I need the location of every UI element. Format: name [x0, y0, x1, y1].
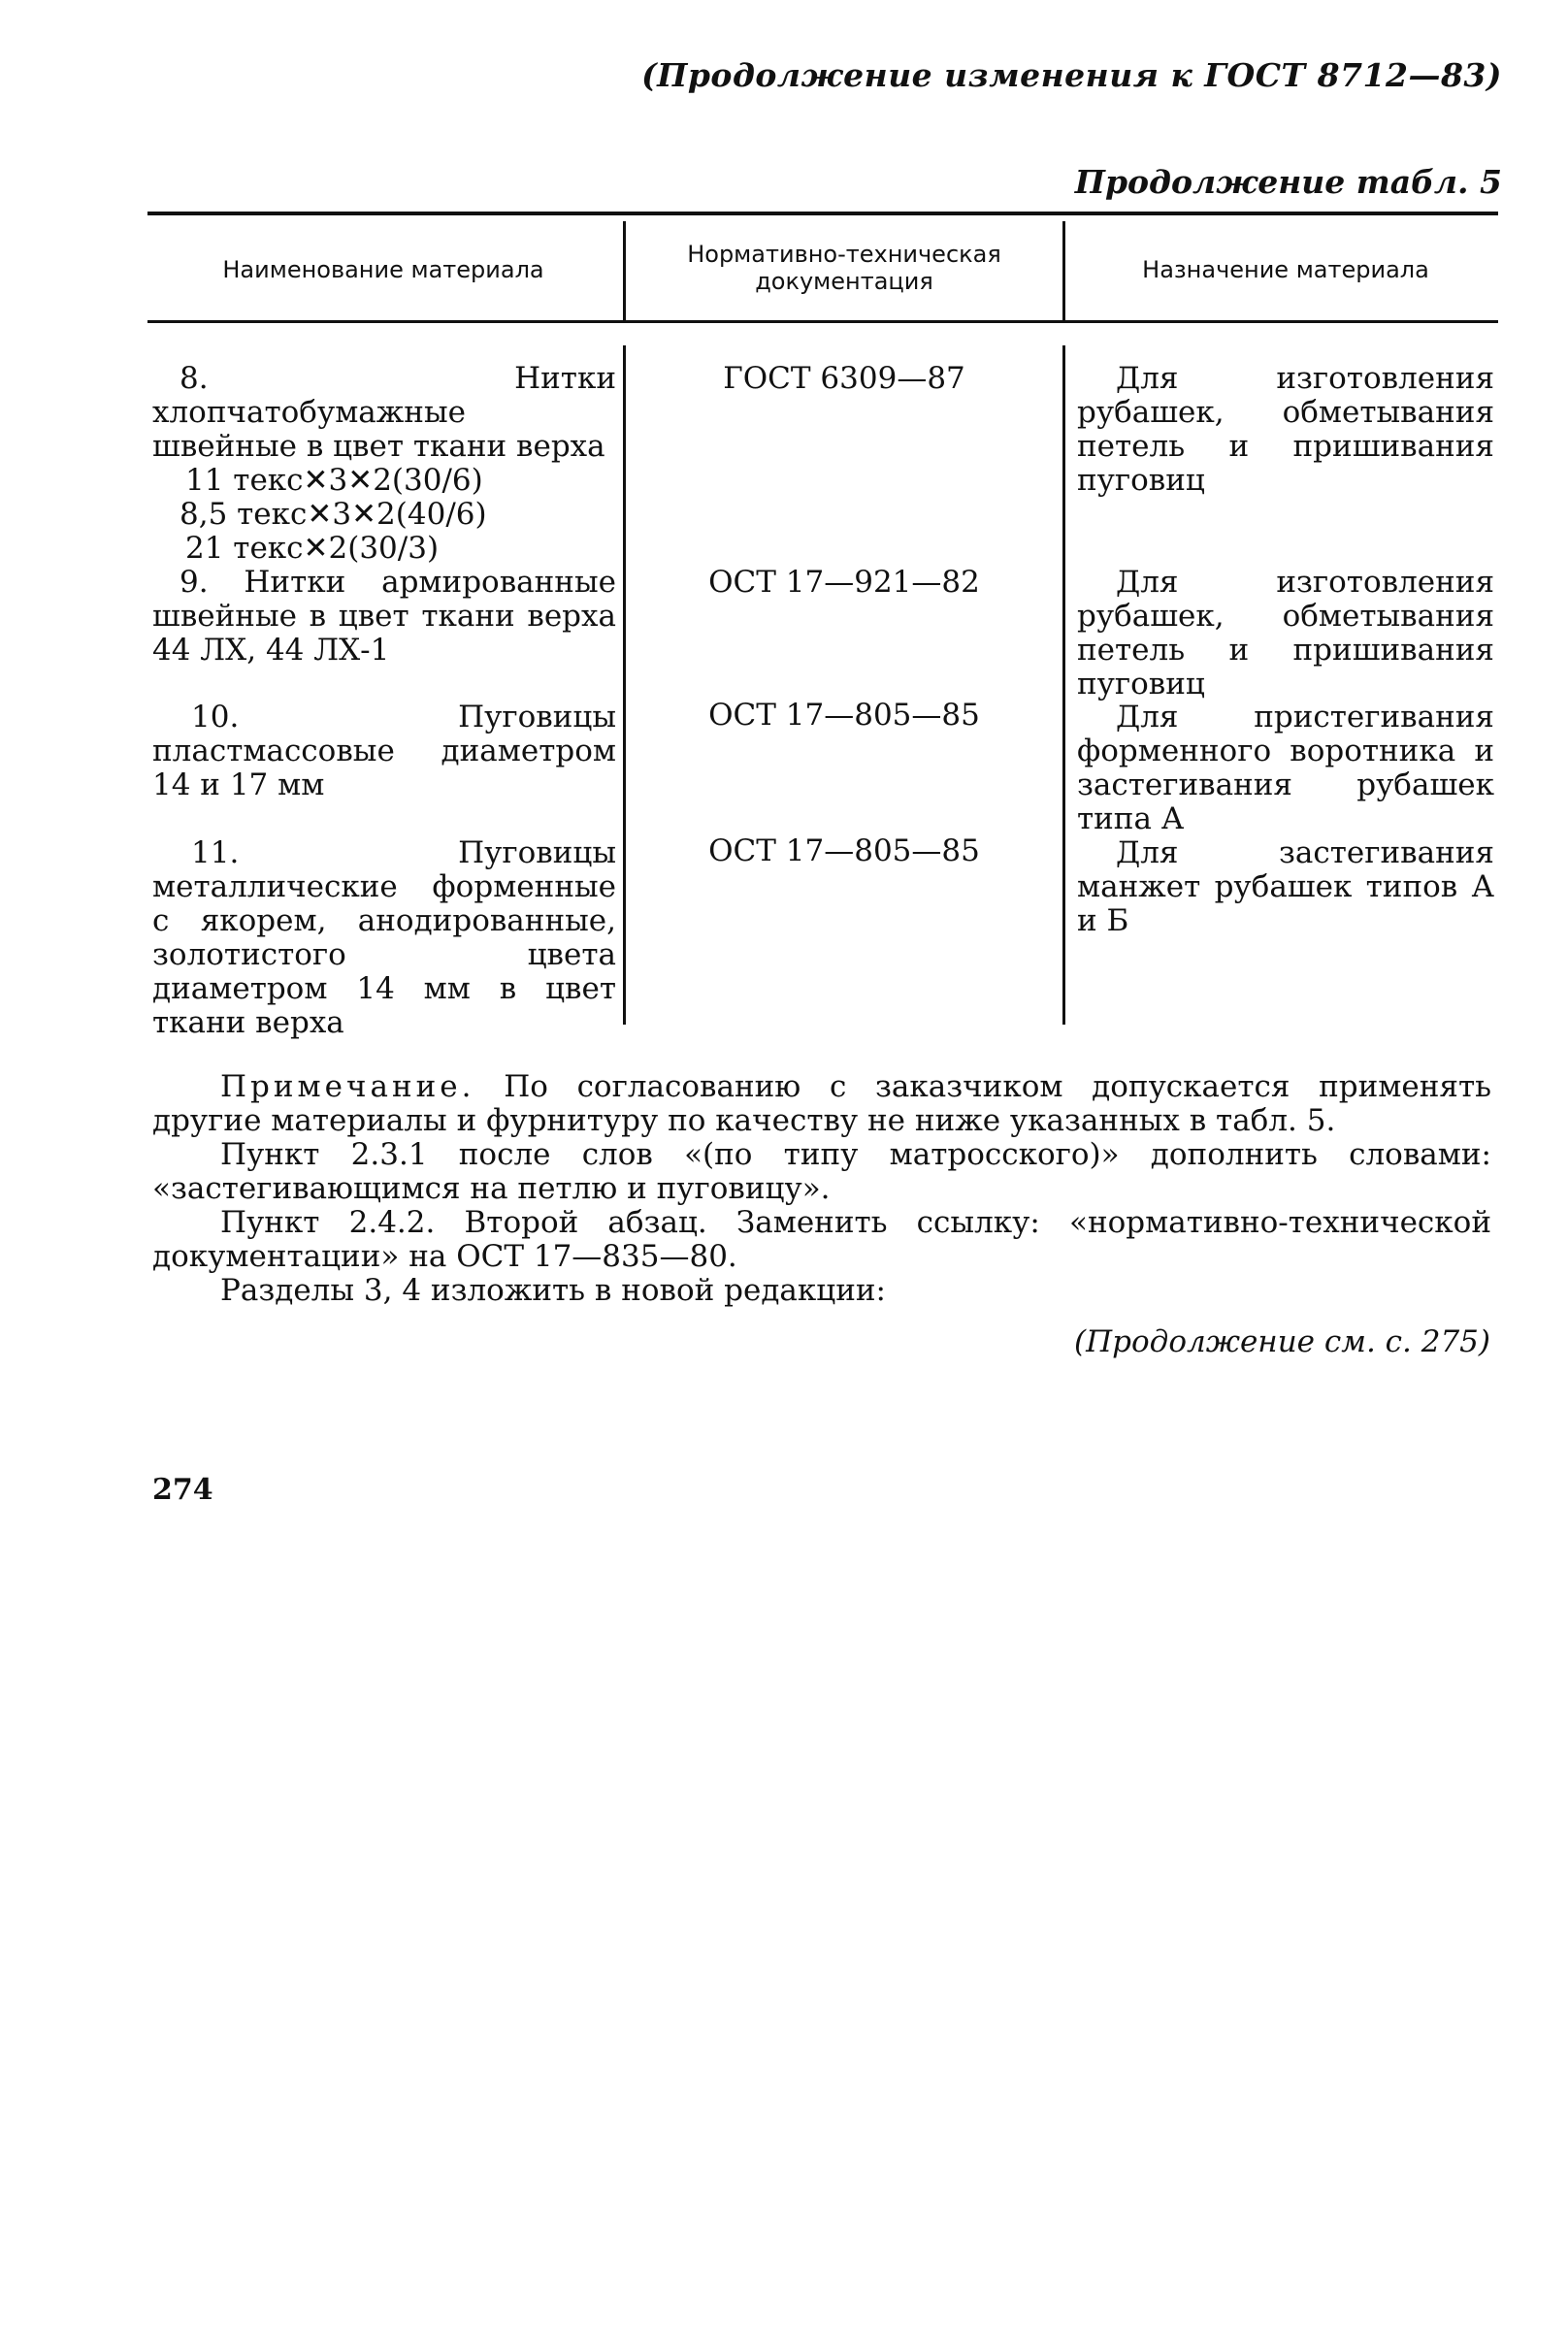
table-row-8-doc: ГОСТ 6309—87 [723, 361, 965, 396]
table-header-divider-2 [1062, 221, 1065, 320]
header-continuation: (Продолжение изменения к ГОСТ 8712—83) [641, 56, 1502, 94]
paragraph-sections: Разделы 3, 4 изложить в новой редакции: [220, 1273, 886, 1308]
table-row-11-name: 11. Пуговицы металлические форменные с якорем, анодированные, золотистого цвета диаметром 14 мм в цвет ткани верха [152, 835, 616, 1040]
footer-continuation: (Продолжение см. с. 275) [1074, 1324, 1490, 1359]
paragraph-2-3-1: Пункт 2.3.1 после слов «(по типу матросского)» дополнить словами: «застегивающимся на петлю и пуговицу». [152, 1137, 1491, 1206]
table-header-rule [147, 320, 1498, 323]
table-row-11-purpose: Для застегивания манжет рубашек типов А и Б [1077, 835, 1494, 938]
column-header-purpose: Назначение материала [1142, 256, 1429, 283]
column-header-name: Наименование материала [222, 256, 544, 283]
page-number: 274 [152, 1473, 213, 1507]
row-8-spec-3: 21 текс✕2(30/3) [185, 531, 440, 566]
table-row-9-name: 9. Нитки армированные швейные в цвет ткани верха 44 ЛХ, 44 ЛХ-1 [152, 565, 616, 668]
note-paragraph [152, 1070, 1491, 1138]
column-header-doc: Нормативно-техническая документация [687, 241, 1001, 295]
row-8-spec-2: 8,5 текс✕3✕2(40/6) [180, 497, 487, 532]
table-header-divider-1 [623, 221, 626, 320]
table-row-8-purpose: Для изготовления рубашек, обметывания петель и пришивания пуговиц [1077, 361, 1494, 498]
table-row-10-purpose: Для пристегивания форменного воротника и застегивания рубашек типа А [1077, 700, 1494, 836]
table-row-10-doc: ОСТ 17—805—85 [708, 698, 980, 733]
table-body-divider-2 [1062, 345, 1065, 1025]
table-top-rule [147, 212, 1498, 215]
table-row-8-name [152, 362, 616, 566]
note-label: Примечание. [220, 1069, 475, 1104]
table-row-11-doc: ОСТ 17—805—85 [708, 833, 980, 868]
table-row-10-name: 10. Пуговицы пластмассовые диаметром 14 и 17 мм [152, 700, 616, 802]
note-text: По согласованию с заказчиком допускается применять другие материалы и фурнитуру по качеству не ниже указанных в табл. 5. [152, 1069, 1491, 1138]
table-body-divider-1 [623, 345, 626, 1025]
table-continuation-label: Продолжение табл. 5 [1074, 163, 1502, 201]
row-8-spec-1: 11 текс✕3✕2(30/6) [185, 463, 483, 498]
paragraph-2-4-2: Пункт 2.4.2. Второй абзац. Заменить ссылку: «нормативно-технической документации» на ОСТ 17—835—80. [152, 1205, 1491, 1274]
table-row-9-doc: ОСТ 17—921—82 [708, 565, 980, 600]
table-row-9-purpose: Для изготовления рубашек, обметывания петель и пришивания пуговиц [1077, 565, 1494, 701]
row-8-name-text: 8. Нитки хлопчатобумажные швейные в цвет ткани верха [152, 361, 616, 464]
